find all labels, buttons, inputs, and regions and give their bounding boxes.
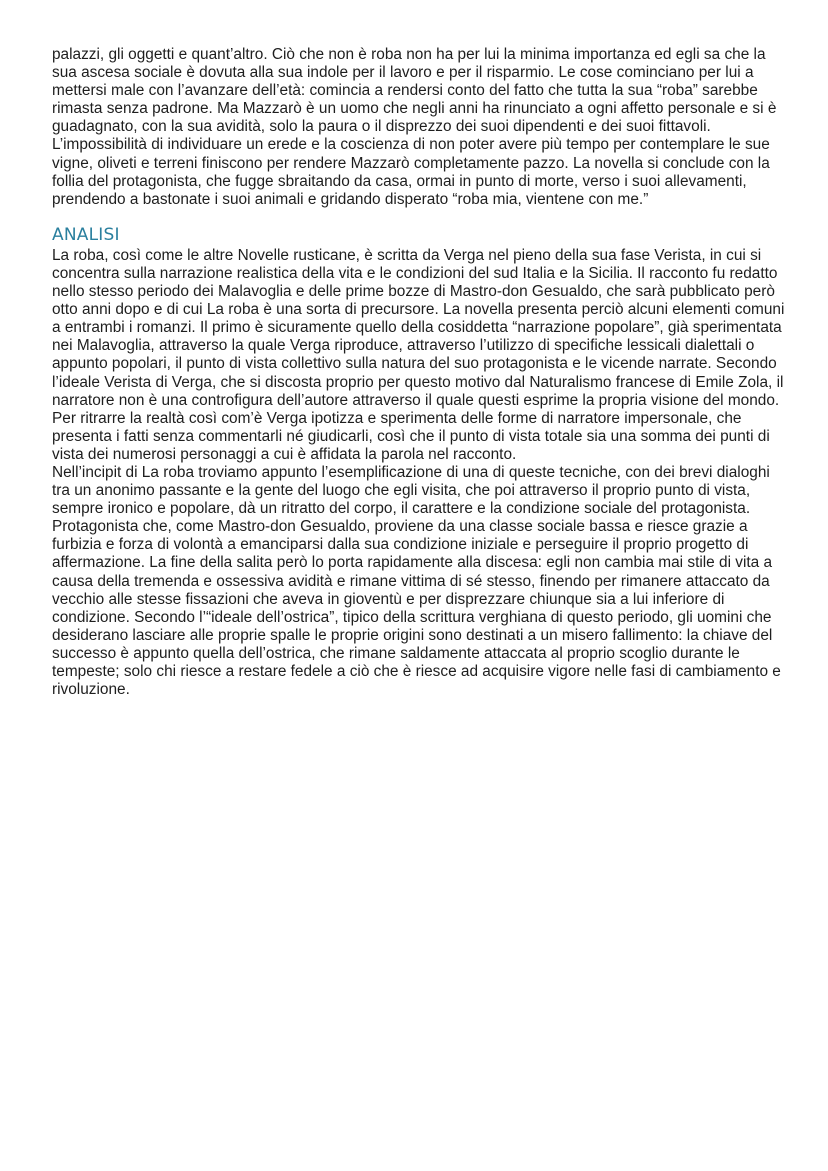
analysis-paragraph-2: Per ritrarre la realtà così com’è Verga ipotizza e sperimenta delle forme di narratore impersonale, che presenta i fatti senza commentarli né giudicarli, così che il punto di vista totale sia una somma dei punti di vista dei numerosi personaggi a cui è affidata la parola nel racconto.: [52, 409, 770, 463]
section-heading-analisi: ANALISI: [52, 224, 120, 245]
analysis-paragraph-3: Nell’incipit di La roba troviamo appunto l’esemplificazione di una di queste tecniche, con dei brevi dialoghi tra un anonimo passante e la gente del luogo che egli visita, che poi attraverso il proprio punto di vista, sempre ironico e popolare, dà un ritratto del corpo, il carattere e la condizione sociale del protagonista.: [52, 463, 770, 518]
analysis-paragraph-1: La roba, così come le altre Novelle rusticane, è scritta da Verga nel pieno della sua fase Verista, in cui si concentra sulla narrazione realistica della vita e le condizioni del sud Italia e la Sicilia. Il racconto fu redatto nello stesso periodo dei Malavoglia e delle prime bozze di Mastro-don Gesualdo, che sarà pubblicato però otto anni dopo e di cui La roba è una sorta di precursore. La novella presenta perciò alcuni elementi comuni a entrambi i romanzi. Il primo è sicuramente quello della cosiddetta “narrazione popolare”, già sperimentata nei Malavoglia, attraverso la quale Verga riproduce, attraverso l’utilizzo di specifiche lessicali dialettali o appunto popolari, il punto di vista collettivo sulla natura del suo protagonista e le vicende narrate. Secondo l’ideale Verista di Verga, che si discosta proprio per questo motivo dal Naturalismo francese di Emile Zola, il narratore non è una controfigura dell’autore attraverso il quale questi esprime la propria visione del mondo.: [52, 246, 785, 409]
analysis-paragraph-4: Protagonista che, come Mastro-don Gesualdo, proviene da una classe sociale bassa e riesce grazie a furbizia e forza di volontà a emanciparsi dalla sua condizione iniziale e perseguire il proprio progetto di affermazione. La fine della salita però lo porta rapidamente alla discesa: egli non cambia mai stile di vita a causa della tremenda e ossessiva avidità e rimane vittima di sé stesso, finendo per rimanere attaccato da vecchio alle stesse fissazioni che aveva in gioventù e per disprezzare chiunque sia a lui inferiore di condizione. Secondo l’“ideale dell’ostrica”, tipico della scrittura verghiana di questo periodo, gli uomini che desiderano lasciare alle proprie spalle le proprie origini sono destinati a un misero fallimento: la chiave del successo è appunto quella dell’ostrica, che rimane saldamente attaccata al proprio scoglio durante le tempeste; solo chi riesce a restare fedele a ciò che è riesce ad acquisire vigore nelle fasi di cambiamento e rivoluzione.: [52, 518, 781, 699]
document-page: [52, 46, 786, 699]
intro-paragraph: palazzi, gli oggetti e quant’altro. Ciò che non è roba non ha per lui la minima importanza ed egli sa che la sua ascesa sociale è dovuta alla sua indole per il lavoro e per il risparmio. Le cose cominciano per lui a mettersi male con l’avanzare dell’età: comincia a rendersi conto del fatto che tutta la sua “roba” sarebbe rimasta senza padrone. Ma Mazzarò è un uomo che negli anni ha rinunciato a ogni affetto personale e si è guadagnato, con la sua avidità, solo la paura o il disprezzo dei suoi dipendenti e dei suoi fittavoli. L’impossibilità di individuare un erede e la coscienza di non poter avere più tempo per contemplare le sue vigne, oliveti e terreni finiscono per rendere Mazzarò completamente pazzo. La novella si conclude con la follia del protagonista, che fugge sbraitando da casa, ormai in punto di morte, verso i suoi allevamenti, prendendo a bastonate i suoi animali e gridando disperato “roba mia, vientene con me.”: [52, 46, 777, 208]
